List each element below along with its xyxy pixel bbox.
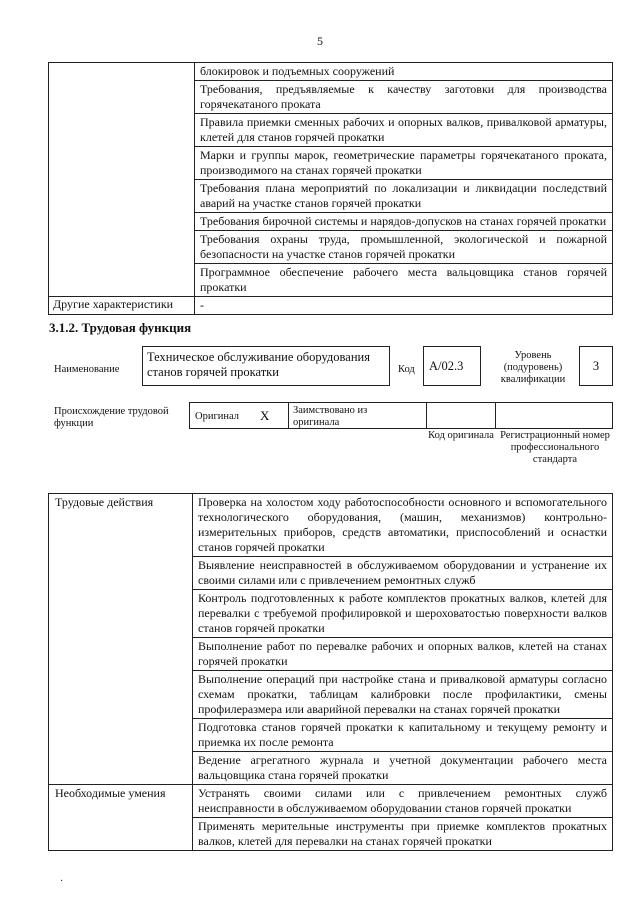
origin-label: Происхождение трудовой функции: [54, 406, 169, 429]
level-label: Уровень (подуровень) квалификации: [500, 350, 566, 385]
section-title: 3.1.2. Трудовая функция: [49, 320, 192, 335]
page-number: 5: [317, 34, 323, 48]
table-cell-empty: [49, 63, 195, 297]
table-cell: Проверка на холостом ходу работоспособности основного и вспомогательного технологического оборудования, (машин, механизмов) контрольно-измерительных приборов, средств автоматики, приспособлений и оснастки станов горячей прокатки: [193, 494, 613, 557]
code-original-caption: Код оригинала: [428, 430, 494, 441]
code-original-cell: [426, 402, 496, 429]
code-label: Код: [398, 364, 415, 375]
table-cell: Требования охраны труда, промышленной, экологической и пожарной безопасности на участке станов горячей прокатки: [195, 231, 613, 264]
knowledge-table: [48, 62, 613, 315]
table-row: [49, 63, 613, 81]
table-cell: Выполнение работ по перевалке рабочих и опорных валков, клетей на станах горячей прокатки: [193, 638, 613, 671]
borrowed-cell: [288, 402, 427, 429]
other-characteristics-label: Другие характеристики: [49, 297, 195, 315]
borrowed-label: Заимствовано из оригинала: [293, 405, 368, 428]
table-cell: Выявление неисправностей в обслуживаемом оборудовании и устранение их своими силами или с привлечением ремонтных служб: [193, 557, 613, 590]
table-cell: Устранять своими силами или с привлечением ремонтных служб неисправности в обслуживаемом оборудовании станов горячей прокатки: [193, 785, 613, 818]
table-cell: Правила приемки сменных рабочих и опорных валков, привалковой арматуры, клетей для станов горячей прокатки: [195, 114, 613, 147]
table-cell: блокировок и подъемных сооружений: [195, 63, 613, 81]
table-cell: Программное обеспечение рабочего места вальцовщика станов горячей прокатки: [195, 264, 613, 297]
other-characteristics-value: -: [195, 297, 613, 315]
table-cell: Марки и группы марок, геометрические параметры горячекатаного проката, производимого на станах горячей прокатки: [195, 147, 613, 180]
code-box: А/02.3: [423, 346, 481, 386]
original-cell: [189, 402, 289, 429]
level-box: 3: [579, 346, 613, 386]
name-label: Наименование: [54, 364, 120, 375]
table-cell: Применять мерительные инструменты при приемке комплектов прокатных валков, клетей для перевалки на станах горячей прокатки: [193, 818, 613, 851]
table-cell: Требования бирочной системы и нарядов-допусков на станах горячей прокатки: [195, 213, 613, 231]
table-cell: Ведение агрегатного журнала и учетной документации рабочего места вальцовщика стана горячей прокатки: [193, 752, 613, 785]
original-mark: X: [260, 408, 270, 423]
reg-number-cell: [495, 402, 613, 429]
reg-number-caption: Регистрационный номер профессионального стандарта: [500, 430, 610, 465]
table-cell: Выполнение операций при настройке стана и привалковой арматуры согласно схемам прокатки, таблицам калибровки после профилактики, смены профилеразмера или аварийной перевалки на станах горячей прокатки: [193, 671, 613, 719]
table-row: [49, 785, 613, 818]
table-row: [49, 297, 613, 315]
table-row: [49, 494, 613, 557]
original-label: Оригинал: [195, 411, 239, 422]
table-cell: Контроль подготовленных к работе комплектов прокатных валков, клетей для перевалки с требуемой профилировкой и шероховатостью поверхности валков станов горячей прокатки: [193, 590, 613, 638]
function-name-box: Техническое обслуживание оборудования станов горячей прокатки: [142, 346, 390, 386]
skills-label: Необходимые умения: [49, 785, 193, 851]
labor-actions-table: [48, 493, 613, 851]
scan-mark: ·: [60, 876, 64, 887]
actions-label: Трудовые действия: [49, 494, 193, 785]
table-cell: Подготовка станов горячей прокатки к капитальному и текущему ремонту и приемка их после ремонта: [193, 719, 613, 752]
table-cell: Требования, предъявляемые к качеству заготовки для производства горячекатаного проката: [195, 81, 613, 114]
table-cell: Требования плана мероприятий по локализации и ликвидации последствий аварий на участке станов горячей прокатки: [195, 180, 613, 213]
